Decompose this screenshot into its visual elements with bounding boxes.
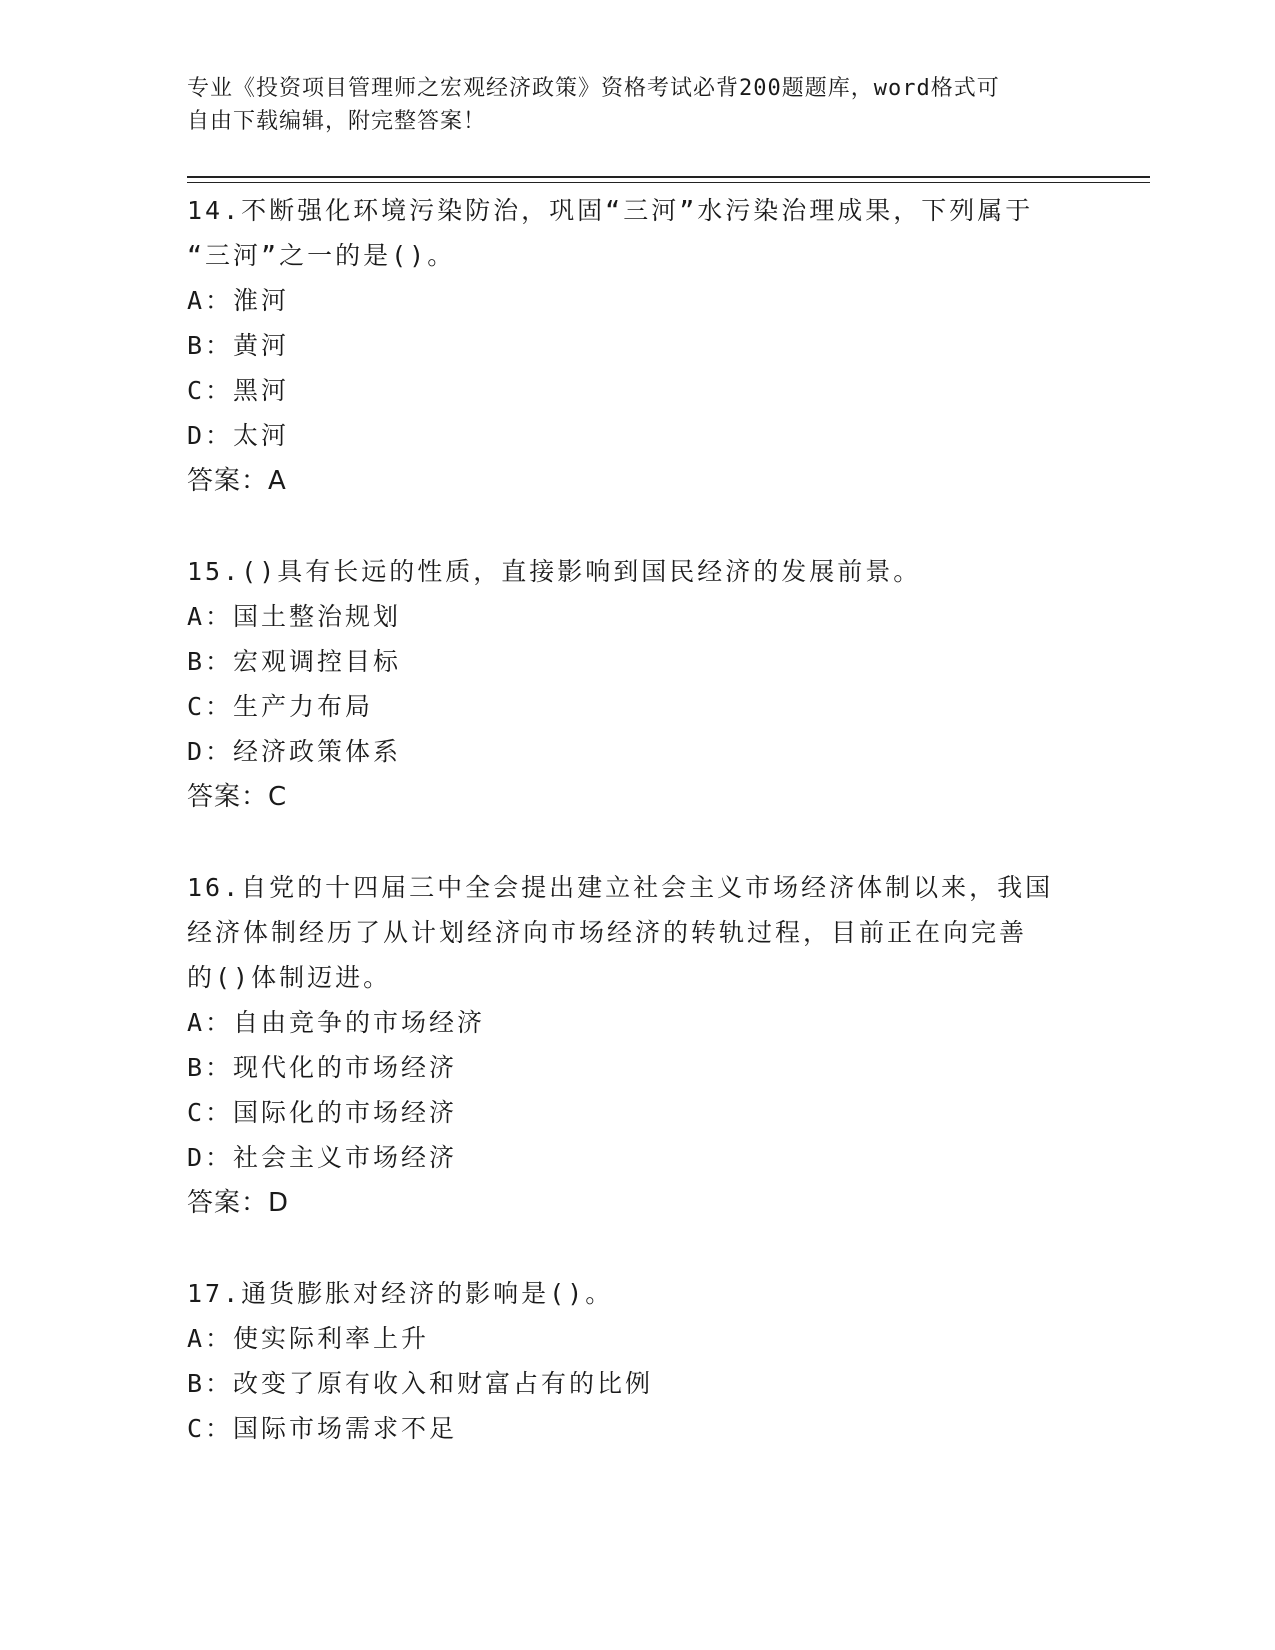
option-d: D：社会主义市场经济: [187, 1143, 458, 1172]
option-a: A：淮河: [187, 286, 290, 315]
question-text: 17.通货膨胀对经济的影响是()。: [187, 1279, 614, 1308]
option-c: C：国际市场需求不足: [187, 1414, 458, 1443]
question-text: 的()体制迈进。: [187, 963, 392, 992]
option-b: B：黄河: [187, 331, 290, 360]
answer: 答案：C: [187, 782, 288, 812]
answer: 答案：D: [187, 1188, 290, 1218]
option-b: B：宏观调控目标: [187, 647, 402, 676]
option-a: A：国土整治规划: [187, 602, 402, 631]
question-17: [187, 1271, 1087, 1451]
option-d: D：太河: [187, 421, 290, 450]
question-text: 16.自党的十四届三中全会提出建立社会主义市场经济体制以来，我国: [187, 873, 1054, 902]
option-c: C：黑河: [187, 376, 290, 405]
header-rule-thin: [187, 182, 1150, 183]
question-text: “三河”之一的是()。: [187, 241, 456, 270]
option-c: C：生产力布局: [187, 692, 374, 721]
option-b: B：现代化的市场经济: [187, 1053, 458, 1082]
question-text: 14.不断强化环境污染防治，巩固“三河”水污染治理成果，下列属于: [187, 196, 1034, 225]
option-b: B：改变了原有收入和财富占有的比例: [187, 1369, 654, 1398]
option-a: A：自由竞争的市场经济: [187, 1008, 486, 1037]
header-line-1: 专业《投资项目管理师之宏观经济政策》资格考试必背200题题库，word格式可: [187, 76, 1000, 101]
option-d: D：经济政策体系: [187, 737, 402, 766]
option-c: C：国际化的市场经济: [187, 1098, 458, 1127]
question-15: [187, 549, 1087, 820]
answer: 答案：A: [187, 466, 287, 496]
question-text: 15.()具有长远的性质，直接影响到国民经济的发展前景。: [187, 557, 922, 586]
document-header: [187, 72, 1067, 138]
header-rule-thick: [187, 176, 1150, 178]
question-text: 经济体制经历了从计划经济向市场经济的转轨过程，目前正在向完善: [187, 918, 1028, 947]
question-list: [187, 188, 1087, 1451]
option-a: A：使实际利率上升: [187, 1324, 430, 1353]
question-16: [187, 865, 1087, 1226]
header-line-2: 自由下载编辑，附完整答案！: [187, 109, 487, 134]
question-14: [187, 188, 1087, 504]
